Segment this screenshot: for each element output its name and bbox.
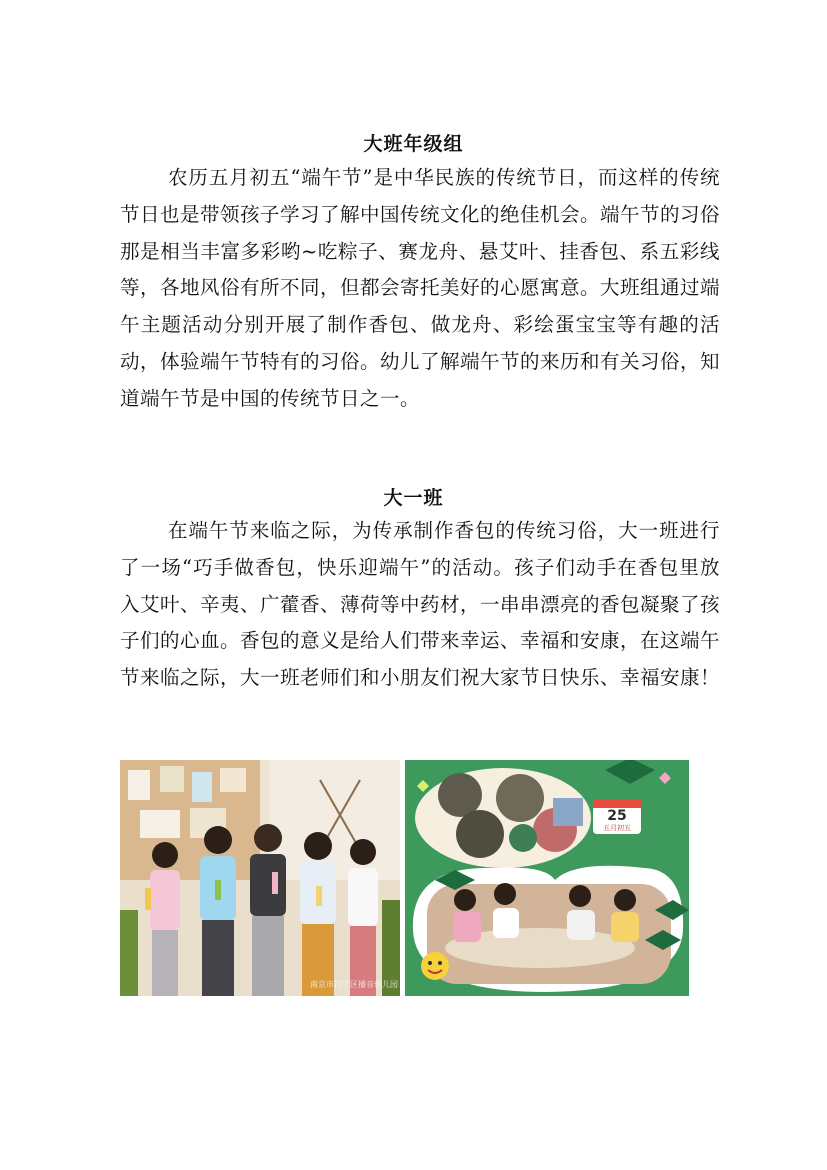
photo-children-with-sachets — [120, 760, 400, 996]
photo-watermark: 南京市江宁区播音幼儿园 — [310, 980, 398, 989]
section-title-class: 大一班 — [383, 487, 444, 509]
photo-sachet-making-collage — [405, 760, 689, 996]
paragraph-grade-intro: 农历五月初五“端午节”是中华民族的传统节日，而这样的传统节日也是带领孩子学习了解中国传统文化的绝佳机会。端午节的习俗那是相当丰富多彩哟~吃粽子、赛龙舟、悬艾叶、挂香包、系五彩线等，各地风俗有所不同，但都会寄托美好的心愿寓意。大班组通过端午主题活动分别开展了制作香包、做龙舟、彩绘蛋宝宝等有趣的活动，体验端午节特有的习俗。幼儿了解端午节的来历和有关习俗，知道端午节是中国的传统节日之一。 — [120, 166, 721, 410]
paragraph-class-activity: 在端午节来临之际，为传承制作香包的传统习俗，大一班进行了一场“巧手做香包，快乐迎端午”的活动。孩子们动手在香包里放入艾叶、辛夷、广藿香、薄荷等中药材，一串串漂亮的香包凝聚了孩子们的心血。香包的意义是给人们带来幸运、幸福和安康，在这端午节来临之际，大一班老师们和小朋友们祝大家节日快乐、幸福安康！ — [120, 519, 721, 690]
section-title-grade: 大班年级组 — [363, 133, 464, 155]
calendar-day: 25 — [607, 808, 627, 824]
calendar-caption: 五月初五 — [603, 824, 631, 832]
